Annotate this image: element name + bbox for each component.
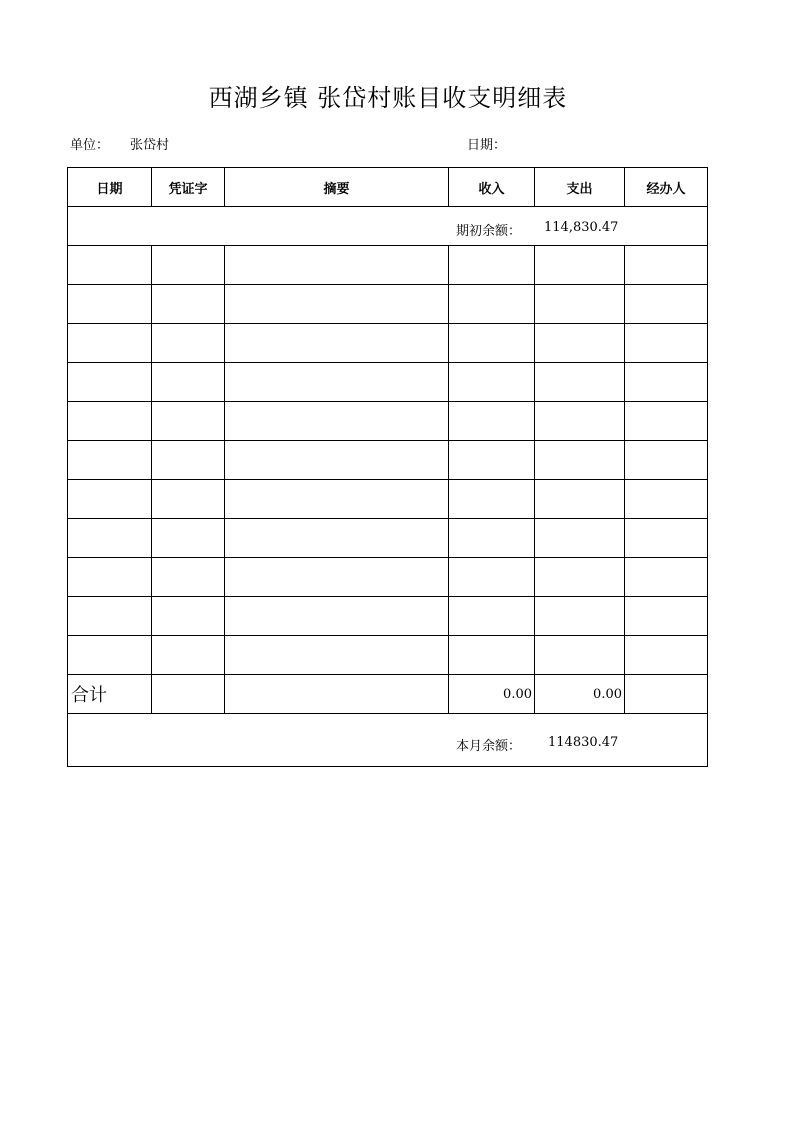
summary-cell [225,246,449,285]
income-cell [449,363,535,402]
unit-label: 单位： [70,138,110,153]
handler-cell [625,402,708,441]
ledger-table [67,167,708,767]
income-cell [449,519,535,558]
table-row [68,324,708,363]
expense-cell [535,636,625,675]
table-row [68,363,708,402]
column-header-voucher: 凭证字 [152,168,225,207]
date-cell [68,324,152,363]
total-label: 合计 [68,675,152,714]
voucher-cell [152,597,225,636]
date-cell [68,441,152,480]
expense-cell [535,519,625,558]
date-cell [68,402,152,441]
date-cell [68,597,152,636]
voucher-cell [152,246,225,285]
date-cell [68,636,152,675]
income-cell [449,441,535,480]
income-cell [449,636,535,675]
date-label: 日期： [467,138,507,153]
table-row [68,402,708,441]
income-cell [449,246,535,285]
handler-cell [625,636,708,675]
date-cell [68,246,152,285]
income-cell [449,285,535,324]
voucher-cell [152,519,225,558]
table-row [68,636,708,675]
handler-cell [625,519,708,558]
summary-cell [225,480,449,519]
voucher-cell [152,558,225,597]
expense-cell [535,363,625,402]
voucher-cell [152,441,225,480]
closing-balance-row [68,714,708,767]
handler-cell [625,363,708,402]
voucher-cell [152,324,225,363]
opening-balance-row [68,207,708,246]
expense-cell [535,441,625,480]
expense-cell [535,402,625,441]
total-row [68,675,708,714]
voucher-cell [152,636,225,675]
total-income: 0.00 [449,675,535,714]
income-cell [449,324,535,363]
summary-cell [225,402,449,441]
summary-cell [225,441,449,480]
date-cell [68,363,152,402]
handler-cell [625,324,708,363]
column-header-date: 日期 [68,168,152,207]
table-cell [152,675,225,714]
date-cell [68,558,152,597]
table-row [68,285,708,324]
closing-balance-label: 本月余额： [456,739,522,754]
column-header-handler: 经办人 [625,168,708,207]
table-row [68,441,708,480]
table-row [68,480,708,519]
closing-balance-value: 114830.47 [548,735,619,750]
summary-cell [225,636,449,675]
table-row [68,246,708,285]
date-cell [68,519,152,558]
handler-cell [625,597,708,636]
expense-cell [535,480,625,519]
income-cell [449,402,535,441]
voucher-cell [152,285,225,324]
column-header-expense: 支出 [535,168,625,207]
income-cell [449,558,535,597]
opening-balance-label: 期初余额： [456,224,522,239]
handler-cell [625,285,708,324]
summary-cell [225,285,449,324]
summary-cell [225,558,449,597]
opening-balance-cell [68,207,708,246]
unit-value: 张岱村 [130,138,170,153]
voucher-cell [152,402,225,441]
total-expense: 0.00 [535,675,625,714]
column-header-summary: 摘要 [225,168,449,207]
handler-cell [625,441,708,480]
handler-cell [625,480,708,519]
handler-cell [625,558,708,597]
income-cell [449,480,535,519]
voucher-cell [152,363,225,402]
summary-cell [225,597,449,636]
table-cell [225,675,449,714]
handler-cell [625,246,708,285]
column-header-income: 收入 [449,168,535,207]
table-row [68,597,708,636]
expense-cell [535,597,625,636]
closing-balance-cell [68,714,708,767]
voucher-cell [152,480,225,519]
expense-cell [535,285,625,324]
date-cell [68,480,152,519]
summary-cell [225,363,449,402]
expense-cell [535,558,625,597]
date-cell [68,285,152,324]
expense-cell [535,324,625,363]
opening-balance-value: 114,830.47 [544,220,619,235]
summary-cell [225,324,449,363]
expense-cell [535,246,625,285]
table-cell [625,675,708,714]
page-title: 西湖乡镇 张岱村账目收支明细表 [208,84,568,112]
income-cell [449,597,535,636]
table-row [68,519,708,558]
table-row [68,558,708,597]
header-row [68,168,708,207]
summary-cell [225,519,449,558]
